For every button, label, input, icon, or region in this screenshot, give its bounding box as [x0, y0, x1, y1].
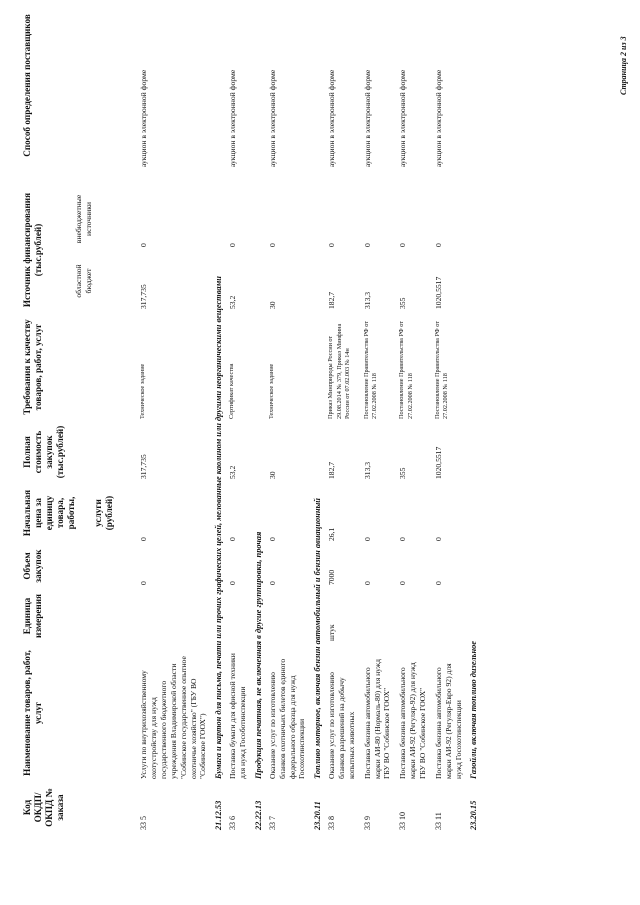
row-name: Поставка бензина автомобильного марки АИ-92 (Регуляр-Евро 92) для нужд Госохотинспекции: [433, 663, 463, 779]
table-row: [226, 1, 252, 833]
row-unit: [266, 588, 311, 644]
row-name: Поставка бензина автомобильного марки АИ-92 (Регуляр-92) для нужд ГБУ ВО "Собинское ГООХ": [398, 662, 428, 779]
row-unit: штук: [327, 624, 337, 641]
row-kod: 33 8: [327, 816, 337, 830]
row-requirements: Сертификат качества: [228, 363, 236, 419]
row-volume: 7000: [327, 569, 337, 585]
table-row: [137, 1, 212, 833]
row-kod: 33 9: [362, 816, 372, 830]
row-extra: 0: [433, 243, 443, 247]
table-row: [325, 1, 361, 833]
row-price: 0: [228, 537, 238, 541]
group-title: Топливо моторное, включая бензин автомобильный и бензин авиационный: [313, 498, 323, 779]
row-regional: 317,735: [139, 284, 149, 309]
group-cell: [311, 1, 325, 833]
table-row: [396, 1, 432, 833]
row-extra: 0: [228, 243, 238, 247]
row-method: аукцион в электронной форме: [398, 69, 408, 167]
row-price: 0: [433, 537, 443, 541]
row-price: 0: [398, 537, 408, 541]
row-extra: 0: [327, 243, 337, 247]
group-cell: [467, 1, 481, 833]
table-row: [361, 1, 397, 833]
row-regional: 53,2: [228, 295, 238, 309]
row-method: аукцион в электронной форме: [327, 69, 337, 167]
table-header: [18, 1, 70, 833]
row-extra: 0: [398, 243, 408, 247]
row-requirements: Постановление Правительства РФ от 27.02.2008 № 118: [433, 321, 450, 419]
header-gap: [18, 170, 115, 188]
row-gap: [266, 170, 311, 188]
row-price: 0: [362, 537, 372, 541]
row-requirements: Техническое задание: [267, 363, 275, 419]
group-code: 23.20.15: [469, 800, 479, 830]
row-extra: 0: [267, 243, 277, 247]
header-total: Полная стоимость закупок (тыс.рублей): [22, 425, 66, 479]
group-cell: [212, 1, 226, 833]
header-price-text: Начальная цена за единицу товара, работы,: [22, 489, 77, 537]
row-kod: 33 6: [228, 816, 238, 830]
group-row: [252, 1, 266, 833]
row-kod: 33 7: [267, 816, 277, 830]
row-gap: [325, 170, 361, 188]
row-method: аукцион в электронной форме: [362, 69, 372, 167]
row-total: 53,2: [228, 465, 238, 479]
row-total: 182,7: [327, 461, 337, 479]
header-gap-row: [115, 1, 137, 833]
row-requirements: Техническое задание: [139, 363, 147, 419]
header-kod: Код ОКДП/ ОКПД № заказа: [22, 788, 66, 827]
header-requirements: Требования к качеству товаров, работ, услуг: [22, 319, 44, 415]
row-total: 313,3: [362, 461, 372, 479]
group-cell: [252, 1, 266, 833]
header-source-regional: областной бюджет: [74, 264, 93, 298]
row-regional: 30: [267, 301, 277, 309]
row-unit: [361, 588, 397, 644]
row-volume: 0: [398, 581, 408, 585]
header-price: [18, 482, 115, 544]
header-price-sub: услуги (рублей): [93, 495, 115, 531]
page-number: Страница 2 из 3: [619, 36, 628, 95]
row-volume: 0: [362, 581, 372, 585]
row-regional: 355: [398, 297, 408, 309]
table-row: [432, 1, 468, 833]
row-regional: 182,7: [327, 291, 337, 309]
row-kod: 33 11: [433, 812, 443, 830]
row-price: 0: [139, 537, 149, 541]
row-total: 355: [398, 467, 408, 479]
row-gap: [432, 170, 468, 188]
row-total: 1020,5517: [433, 446, 443, 479]
group-row: [212, 1, 226, 833]
row-unit: [432, 588, 468, 644]
row-name: Поставка бензина автомобильного марки АИ-80 (Нормаль-80) для нужд ГБУ ВО "Собинское ГООХ": [362, 659, 392, 779]
row-unit: [137, 588, 212, 644]
row-name: Оказание услуг по изготовлению бланков охотничьих билетов единого федерального образца для нужд Госохотинспекции: [267, 658, 307, 779]
row-name: Оказание услуг по изготовлению бланков разрешений на добычу копытных животных: [327, 672, 356, 779]
row-price: 26,1: [327, 527, 337, 541]
row-gap: [396, 170, 432, 188]
header-source-extra: внебюджетные источники: [74, 194, 93, 244]
group-code: 22.22.13: [253, 800, 263, 830]
row-gap: [137, 170, 212, 188]
row-kod: 33 5: [139, 816, 149, 830]
row-method: аукцион в электронной форме: [433, 69, 443, 167]
row-total: 317,735: [139, 454, 149, 479]
row-volume: 0: [228, 581, 238, 585]
header-unit: Единица измерения: [22, 594, 44, 638]
row-method: аукцион в электронной форме: [228, 69, 238, 167]
row-volume: 0: [139, 581, 149, 585]
row-unit: [226, 588, 252, 644]
header-volume: Объем закупок: [22, 549, 44, 583]
group-code: 21.12.53: [214, 800, 224, 830]
group-row: [311, 1, 325, 833]
group-title: Бумага и картон для письма, печати или прочих графических целей, мелованные каолином или другими неорганическими веществами: [214, 276, 224, 779]
row-extra: 0: [139, 243, 149, 247]
row-volume: 0: [267, 581, 277, 585]
group-code: 23.20.11: [313, 801, 323, 830]
header-method: Способ определения поставщиков: [22, 14, 32, 157]
row-volume: 0: [433, 581, 443, 585]
row-requirements: Постановление Правительства РФ от 27.02.2008 № 118: [362, 321, 379, 419]
header-name: Наименование товаров, работ, услуг: [22, 650, 44, 776]
group-row: [467, 1, 481, 833]
row-name: Услуги по внутрихозяйственному охотустройству для нужд государственного бюджетного учреждения Владимирской области "Собинское государственное опытное охотничье хозяйство" (ГБУ ВО "Собинское ГООХ"): [139, 656, 208, 779]
row-name: Поставка бумаги для офисной техники для нужд Гособотинспекции: [228, 653, 248, 779]
group-title: Газойли, включая топливо дизельное: [469, 640, 479, 779]
row-unit: [396, 588, 432, 644]
procurement-table: [18, 1, 481, 833]
row-kod: 33 10: [398, 812, 408, 830]
row-method: аукцион в электронной форме: [267, 69, 277, 167]
row-regional: 1020,5517: [433, 276, 443, 309]
row-total: 30: [267, 471, 277, 479]
row-gap: [226, 170, 252, 188]
row-price: 0: [267, 537, 277, 541]
row-requirements: Постановление Правительства РФ от 27.02.2008 № 118: [398, 321, 414, 419]
group-title: Продукция печатная, не включенная в другие группировки, прочая: [253, 531, 263, 779]
row-requirements: Приказ Минприроды России от 29.08.2014 № 379, Приказ Минфина России от 07.02.003 № 14н: [327, 323, 351, 419]
row-method: аукцион в электронной форме: [139, 69, 149, 167]
row-gap: [361, 170, 397, 188]
table-row: [266, 1, 311, 833]
row-extra: 0: [362, 243, 372, 247]
row-regional: 313,3: [362, 291, 372, 309]
header-source: Источник финансирования (тыс.рублей): [22, 192, 44, 308]
